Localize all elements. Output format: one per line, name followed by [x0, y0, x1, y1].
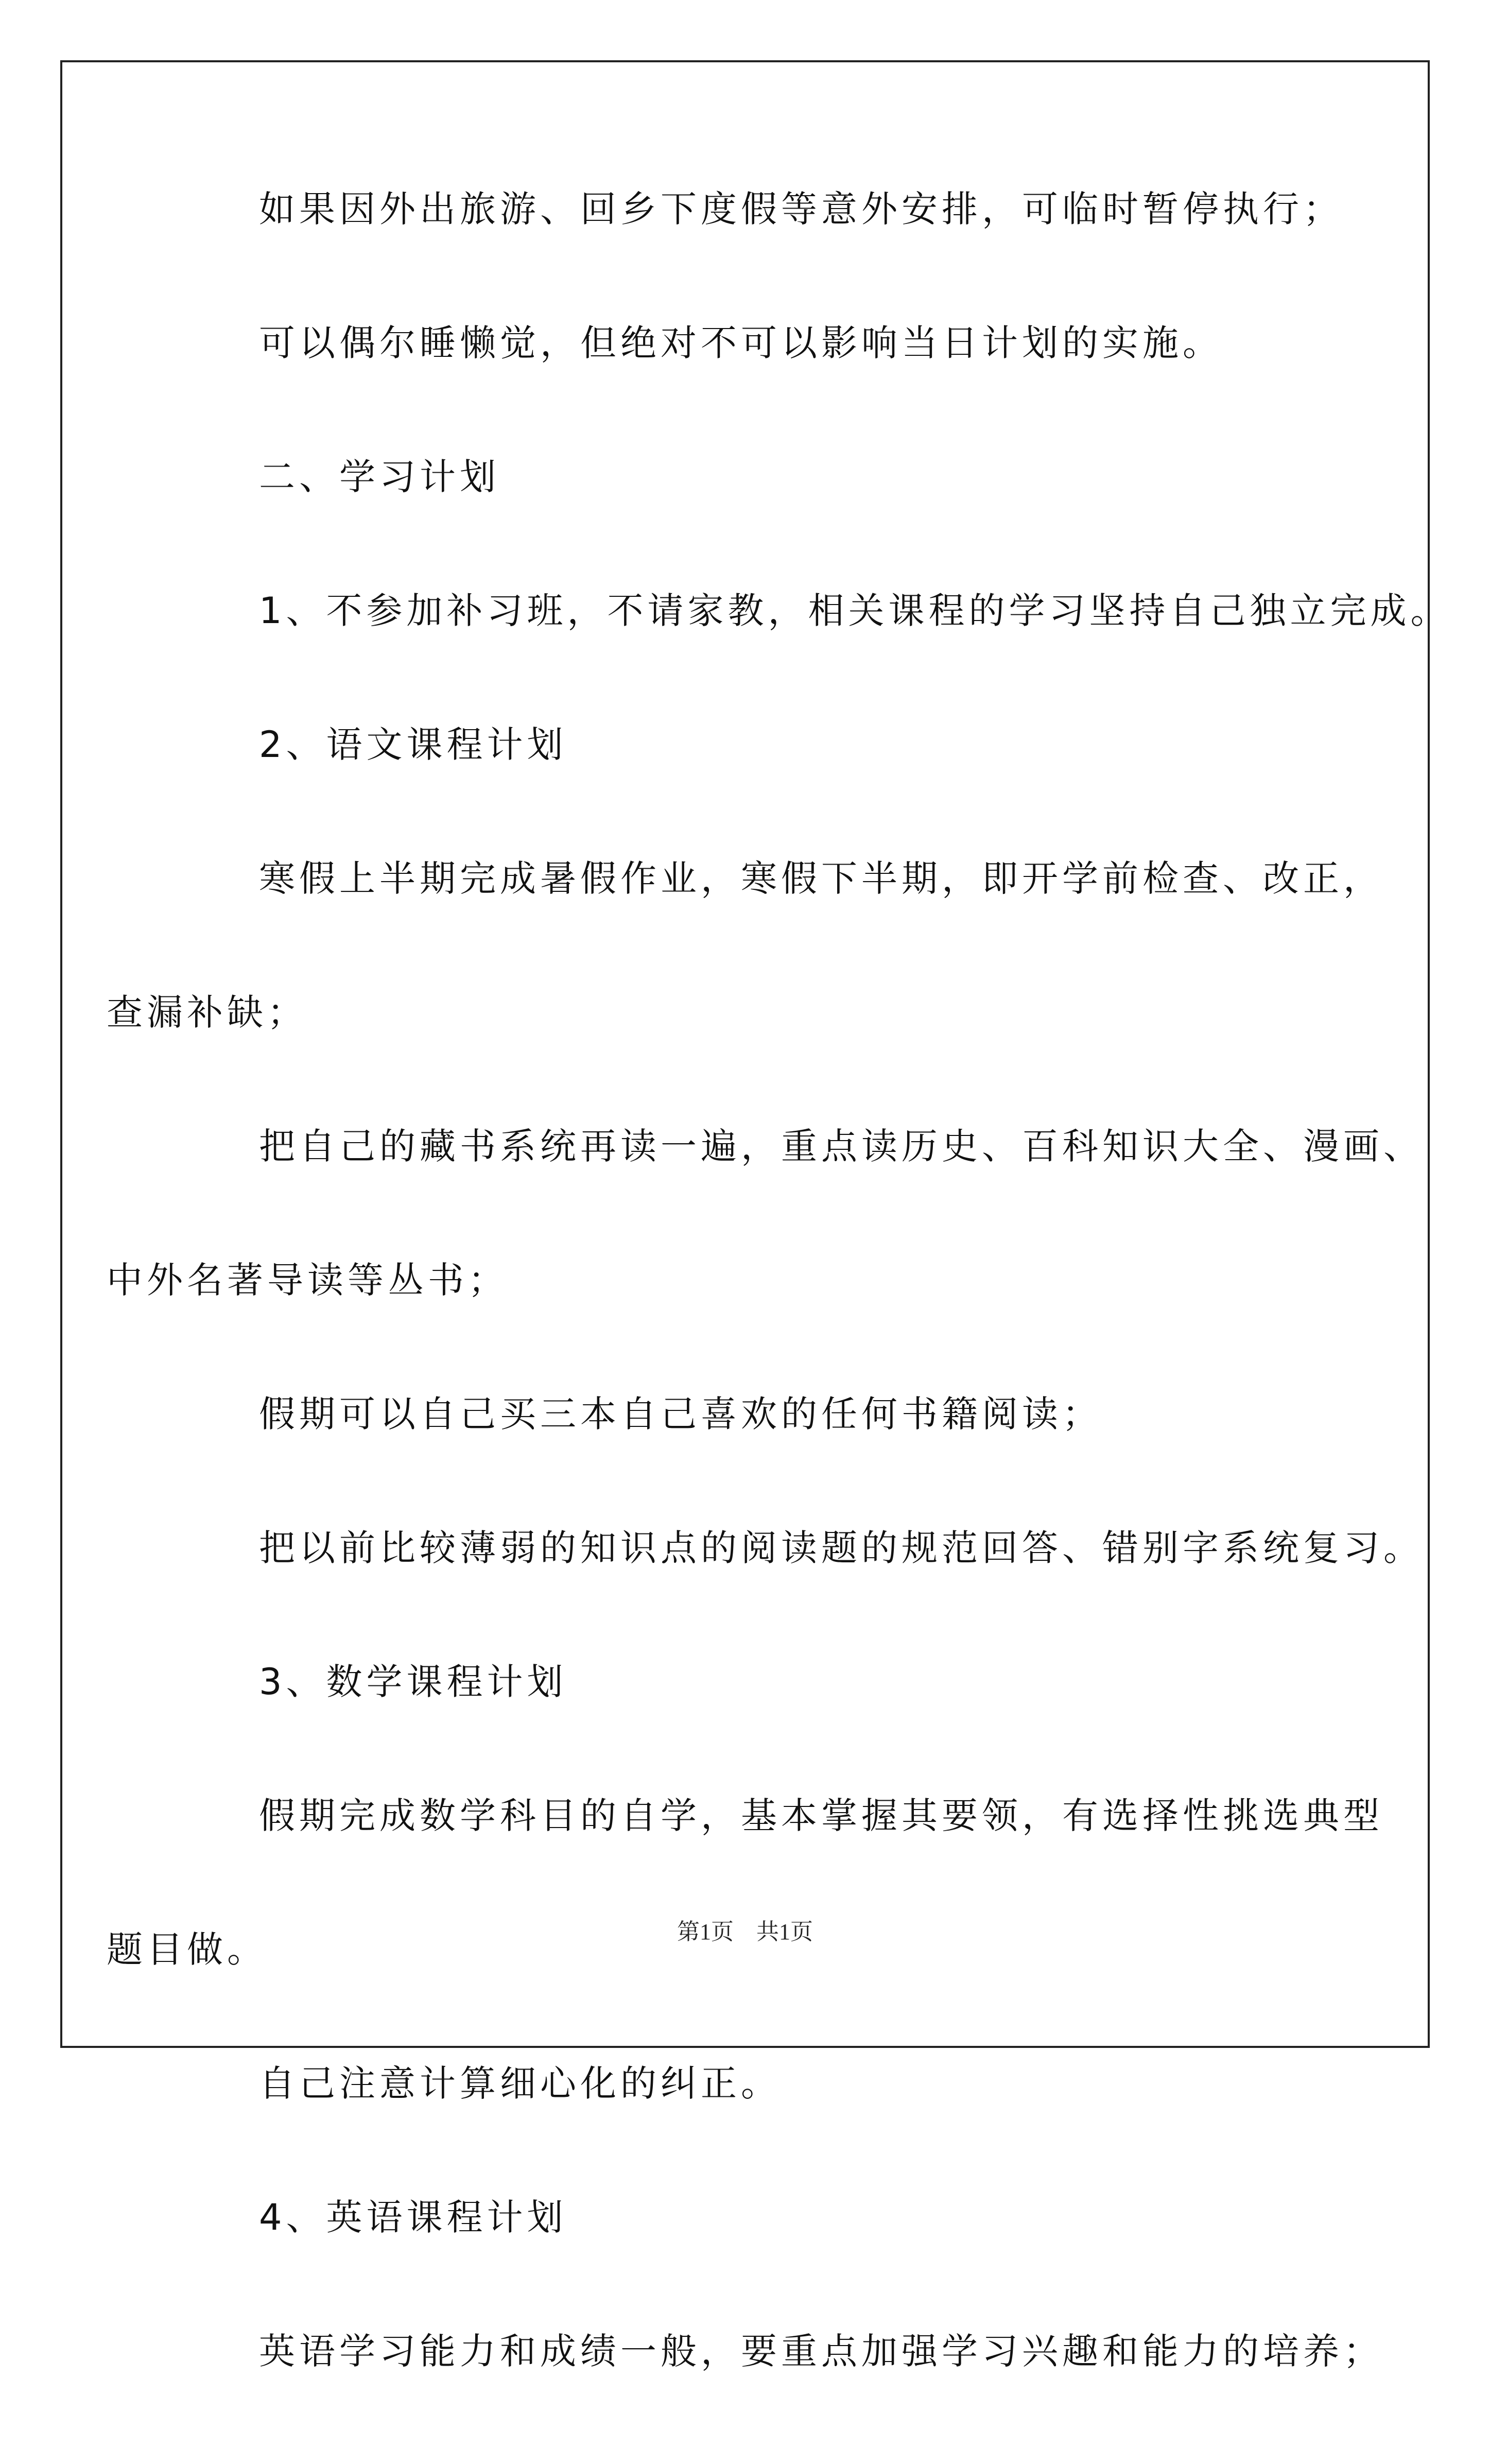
paragraph-line: 把自己的藏书系统再读一遍，重点读历史、百科知识大全、漫画、 — [259, 1125, 1424, 1167]
paragraph-review-weak-points: 把以前比较薄弱的知识点的阅读题的规范回答、错别字系统复习。 — [259, 1527, 1424, 1569]
page-number-footer: 第1页 共1页 — [677, 1919, 813, 1944]
paragraph-calculation-care: 自己注意计算细心化的纠正。 — [259, 2062, 781, 2105]
paragraph-sleep-in: 可以偶尔睡懒觉，但绝对不可以影响当日计划的实施。 — [259, 322, 1223, 364]
section-heading-study-plan: 二、学习计划 — [259, 456, 500, 498]
paragraph-reread-books — [107, 1125, 1424, 1301]
paragraph-winter-homework — [107, 857, 1383, 1033]
heading-chinese-plan: 2、语文课程计划 — [259, 723, 567, 766]
paragraph-line: 假期完成数学科目的自学，基本掌握其要领，有选择性挑选典型 — [259, 1795, 1383, 1837]
paragraph-travel-exception: 如果因外出旅游、回乡下度假等意外安排，可临时暂停执行； — [259, 188, 1343, 230]
heading-english-plan: 4、英语课程计划 — [259, 2196, 567, 2238]
document-body — [107, 188, 1451, 2464]
paragraph-line: 寒假上半期完成暑假作业，寒假下半期，即开学前检查、改正， — [259, 857, 1383, 900]
paragraph-english-interest: 英语学习能力和成绩一般，要重点加强学习兴趣和能力的培养； — [259, 2330, 1383, 2372]
paragraph-line: 中外名著导读等丛书； — [107, 1259, 508, 1301]
paragraph-line: 题目做。 — [107, 1928, 267, 1971]
paragraph-line: 查漏补缺； — [107, 991, 307, 1033]
paragraph-buy-books: 假期可以自己买三本自己喜欢的任何书籍阅读； — [259, 1393, 1102, 1435]
paragraph-no-tutoring: 1、不参加补习班，不请家教，相关课程的学习坚持自己独立完成。 — [259, 590, 1451, 632]
heading-math-plan: 3、数学课程计划 — [259, 1661, 567, 1703]
